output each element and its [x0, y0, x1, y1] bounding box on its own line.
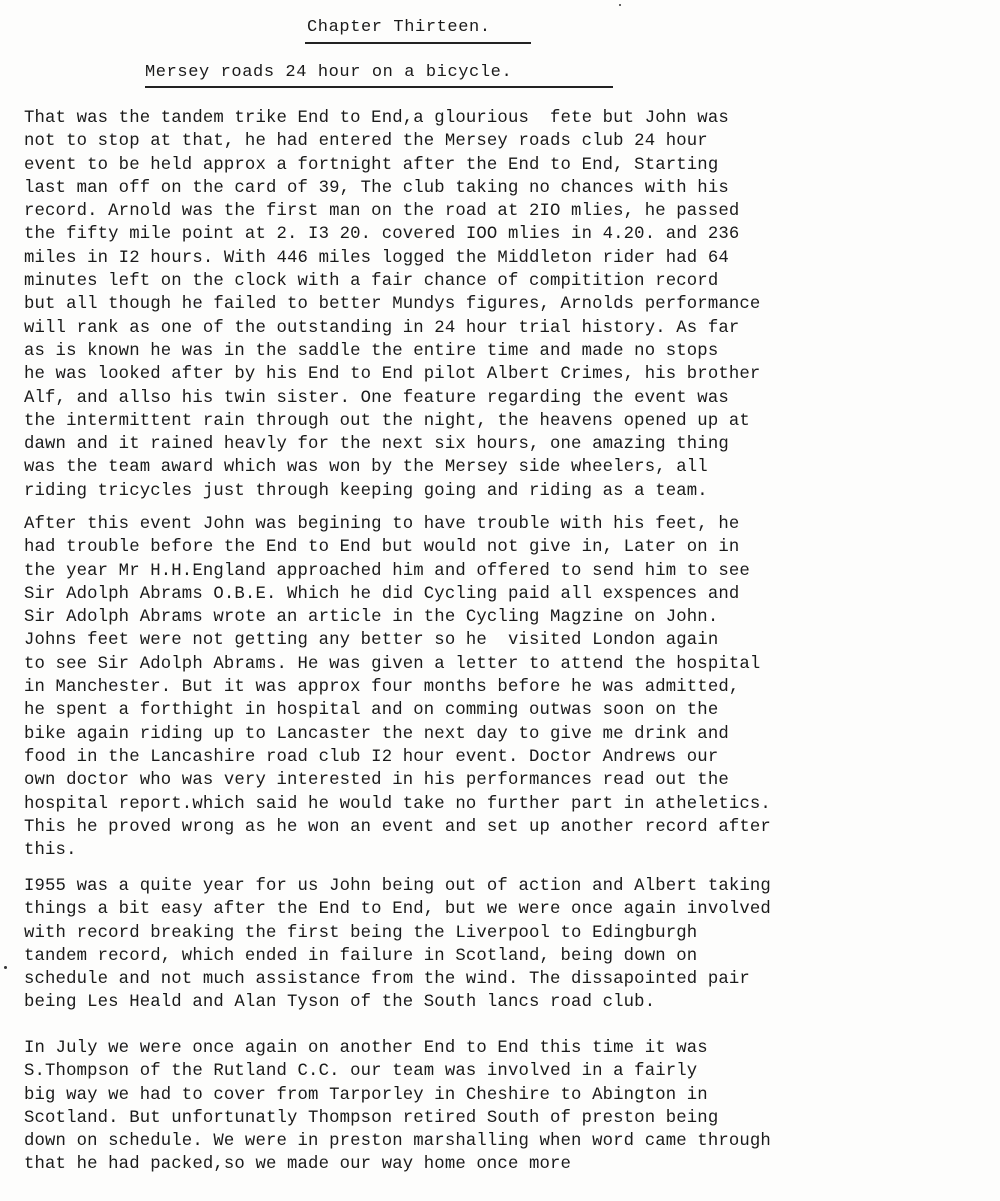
text-line: Alf, and allso his twin sister. One feature regarding the event was	[24, 388, 729, 408]
text-line: last man off on the card of 39, The club taking no chances with his	[24, 178, 729, 198]
text-line: S.Thompson of the Rutland C.C. our team was involved in a fairly	[24, 1062, 698, 1082]
text-line: the year Mr H.H.England approached him and offered to send him to see	[24, 561, 750, 581]
ink-speck	[619, 4, 621, 6]
text-line: I955 was a quite year for us John being out of action and Albert taking	[24, 877, 771, 896]
text-line: Sir Adolph Abrams wrote an article in the Cycling Magzine on John.	[24, 608, 719, 628]
paragraph-july-end-to-end	[24, 1037, 989, 1177]
text-line: the fifty mile point at 2. I3 20. covered IOO mlies in 4.20. and 236	[24, 225, 740, 245]
text-line: will rank as one of the outstanding in 24 hour trial history. As far	[24, 318, 740, 338]
text-line: down on schedule. We were in preston marshalling when word came through	[24, 1132, 771, 1152]
text-line: he spent a forthight in hospital and on comming outwas soon on the	[24, 701, 719, 721]
text-line: with record breaking the first being the Liverpool to Edingburgh	[24, 923, 698, 943]
text-line: Sir Adolph Abrams O.B.E. Which he did Cycling paid all exspences and	[24, 584, 740, 604]
paragraph-foot-trouble	[24, 513, 989, 862]
text-line: In July we were once again on another End to End this time it was	[24, 1039, 708, 1058]
text-line: food in the Lancashire road club I2 hour event. Doctor Andrews our	[24, 747, 719, 767]
text-line: to see Sir Adolph Abrams. He was given a letter to attend the hospital	[24, 654, 761, 674]
chapter-title-underline	[305, 42, 531, 44]
text-line: tandem record, which ended in failure in Scotland, being down on	[24, 946, 698, 966]
text-line: After this event John was begining to have trouble with his feet, he	[24, 515, 740, 534]
text-line: Scotland. But unfortunatly Thompson retired South of preston being	[24, 1108, 719, 1128]
text-line: own doctor who was very interested in his performances read out the	[24, 771, 729, 791]
text-line: had trouble before the End to End but would not give in, Later on in	[24, 538, 740, 558]
text-line: the intermittent rain through out the night, the heavens opened up at	[24, 411, 750, 431]
text-line: big way we had to cover from Tarporley in Cheshire to Abington in	[24, 1085, 708, 1105]
text-line: that he had packed,so we made our way home once more	[24, 1155, 572, 1175]
text-line: not to stop at that, he had entered the Mersey roads club 24 hour	[24, 132, 708, 152]
text-line: he was looked after by his End to End pilot Albert Crimes, his brother	[24, 365, 761, 385]
text-line: record. Arnold was the first man on the road at 2IO mlies, he passed	[24, 202, 740, 222]
paragraph-1955	[24, 875, 989, 1015]
text-line: but all though he failed to better Mundys figures, Arnolds performance	[24, 295, 761, 315]
paragraph-24-hour-event	[24, 107, 989, 503]
text-line: was the team award which was won by the Mersey side wheelers, all	[24, 458, 708, 478]
text-line: bike again riding up to Lancaster the next day to give me drink and	[24, 724, 729, 744]
text-line: Johns feet were not getting any better so he visited London again	[24, 631, 719, 651]
chapter-subtitle-underline	[145, 86, 613, 88]
text-line: in Manchester. But it was approx four months before he was admitted,	[24, 678, 740, 698]
text-line: minutes left on the clock with a fair chance of compitition record	[24, 272, 719, 292]
ink-speck	[4, 966, 7, 969]
text-line: riding tricycles just through keeping going and riding as a team.	[24, 481, 708, 501]
text-line: as is known he was in the saddle the entire time and made no stops	[24, 341, 719, 361]
chapter-subtitle: Mersey roads 24 hour on a bicycle.	[145, 63, 513, 82]
text-line: being Les Heald and Alan Tyson of the South lancs road club.	[24, 993, 656, 1013]
text-line: hospital report.which said he would take no further part in atheletics.	[24, 794, 771, 814]
text-line: That was the tandem trike End to End,a glourious fete but John was	[24, 109, 729, 128]
text-line: things a bit easy after the End to End, but we were once again involved	[24, 900, 771, 920]
text-line: event to be held approx a fortnight after the End to End, Starting	[24, 155, 719, 175]
chapter-title: Chapter Thirteen.	[307, 18, 491, 37]
text-line: schedule and not much assistance from the wind. The dissapointed pair	[24, 970, 750, 990]
text-line: This he proved wrong as he won an event and set up another record after	[24, 817, 771, 837]
text-line: miles in I2 hours. With 446 miles logged the Middleton rider had 64	[24, 248, 729, 268]
text-line: this.	[24, 841, 77, 861]
text-line: dawn and it rained heavly for the next six hours, one amazing thing	[24, 435, 729, 455]
